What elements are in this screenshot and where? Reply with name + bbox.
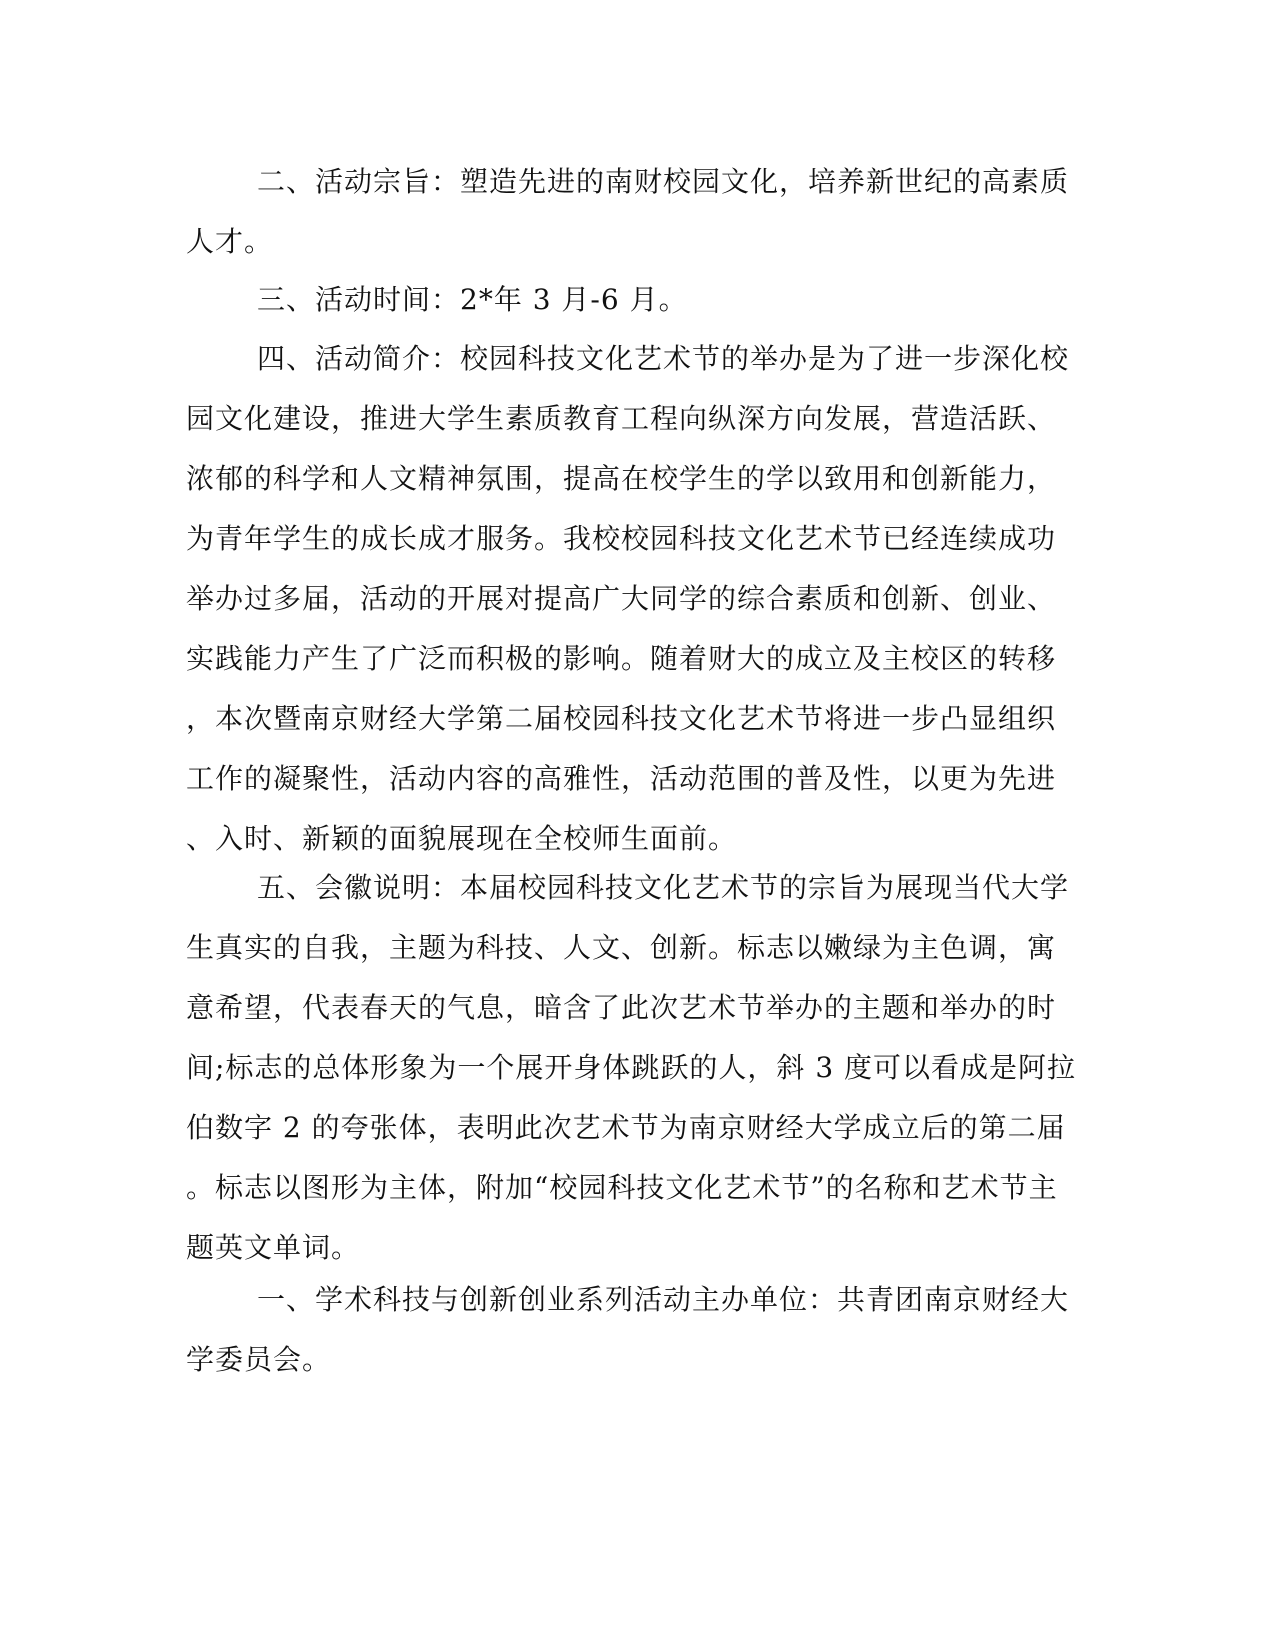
- text-line: 二、活动宗旨：塑造先进的南财校园文化，培养新世纪的高素质: [257, 165, 1070, 198]
- text-line: 四、活动简介：校园科技文化艺术节的举办是为了进一步深化校: [257, 342, 1070, 375]
- text-line: 实践能力产生了广泛而积极的影响。随着财大的成立及主校区的转移: [186, 642, 1057, 675]
- text-line: 举办过多届，活动的开展对提高广大同学的综合素质和创新、创业、: [186, 582, 1057, 615]
- text-line: 一、学术科技与创新创业系列活动主办单位：共青团南京财经大: [257, 1283, 1070, 1316]
- text-line: 为青年学生的成长成才服务。我校校园科技文化艺术节已经连续成功: [186, 522, 1057, 555]
- paragraph-emblem: [186, 858, 1086, 1278]
- text-line: 三、活动时间：2*年 3 月-6 月。: [257, 283, 688, 316]
- text-line: 人才。: [186, 225, 274, 258]
- text-line: 学委员会。: [186, 1343, 332, 1376]
- paragraph-purpose: [186, 152, 1086, 272]
- text-line: 间;标志的总体形象为一个展开身体跳跃的人，斜 3 度可以看成是阿拉: [186, 1051, 1077, 1084]
- text-line: 浓郁的科学和人文精神氛围，提高在校学生的学以致用和创新能力，: [186, 462, 1057, 495]
- text-line: 、入时、新颖的面貌展现在全校师生面前。: [186, 822, 738, 855]
- paragraph-time: [186, 270, 1086, 330]
- text-line: 意希望，代表春天的气息，暗含了此次艺术节举办的主题和举办的时: [186, 991, 1057, 1024]
- text-line: 生真实的自我，主题为科技、人文、创新。标志以嫩绿为主色调，寓: [186, 931, 1057, 964]
- paragraph-introduction: [186, 329, 1086, 869]
- text-line: 园文化建设，推进大学生素质教育工程向纵深方向发展，营造活跃、: [186, 402, 1057, 435]
- text-line: 。标志以图形为主体，附加“校园科技文化艺术节”的名称和艺术节主: [186, 1171, 1058, 1204]
- text-line: 题英文单词。: [186, 1231, 361, 1264]
- text-line: 伯数字 2 的夸张体，表明此次艺术节为南京财经大学成立后的第二届: [186, 1111, 1066, 1144]
- text-line: 五、会徽说明：本届校园科技文化艺术节的宗旨为展现当代大学: [257, 871, 1070, 904]
- paragraph-organizer: [186, 1270, 1086, 1390]
- text-line: 工作的凝聚性，活动内容的高雅性，活动范围的普及性，以更为先进: [186, 762, 1057, 795]
- text-line: ，本次暨南京财经大学第二届校园科技文化艺术节将进一步凸显组织: [186, 702, 1057, 735]
